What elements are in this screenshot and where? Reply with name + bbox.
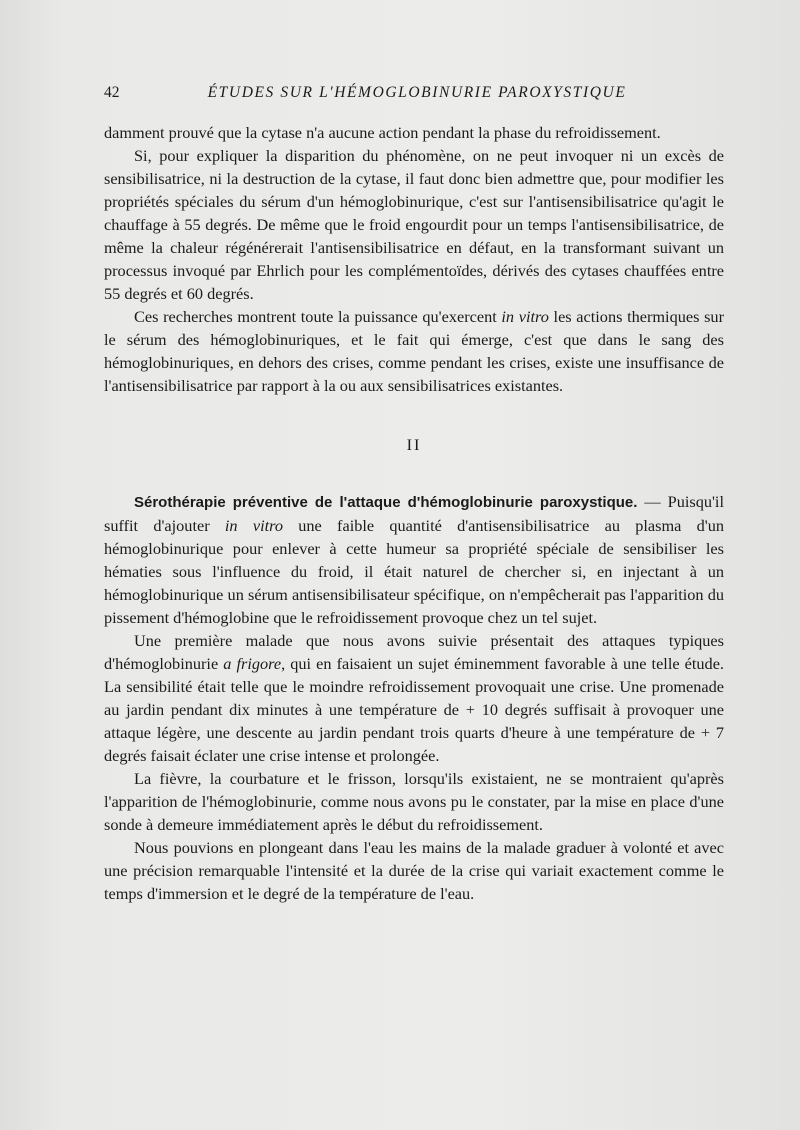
paragraph: La fièvre, la courbature et le frisson, lorsqu'ils existaient, ne se montraient qu'après l'apparition de l'hémoglobinurie, comme nous avons pu le constater, par la mise en place d'une sonde à demeure immédiatement après le début du refroidissement. <box>104 769 724 834</box>
paragraph-text: Une première malade que nous avons suivie présentait des attaques typiques d'hémoglobinurie <box>104 631 724 673</box>
running-title: ÉTUDES SUR L'HÉMOGLOBINURIE PAROXYSTIQUE <box>207 84 627 101</box>
paragraph-text: — Puisqu'il suffit d'ajouter <box>104 492 724 535</box>
paragraph: Nous pouvions en plongeant dans l'eau les mains de la malade graduer à volonté et avec une précision remarquable l'intensité et la durée de la crise qui variait exactement comme le temps d'immersion et le degré de la température de l'eau. <box>104 838 724 903</box>
paragraph <box>104 144 724 305</box>
paragraph-text: les actions thermiques sur le sérum des hémoglobinuriques, et le fait qui émerge, c'est que dans le sang des hémoglobinuriques, en dehors des crises, comme pendant les crises, existe une insuffisance de l'antisensibilisatrice par rapport à la ou aux sensibilisatrices existantes. <box>104 307 724 395</box>
italic-term: in vitro <box>501 307 549 326</box>
italic-term: in vitro <box>224 516 283 535</box>
paragraph-text: damment prouvé que la cytase n'a aucune action pendant la phase du refroidissement. <box>104 123 661 142</box>
paragraph-text: , qui en faisaient un sujet éminemment favorable à une telle étude. La sensibilité était telle que le moindre refroidissement provoquait une crise. Une promenade au jardin pendant dix minutes à une température de + 10 degrés suffisait à provoquer une attaque légère, une descente au jardin pendant trois quarts d'heure à une température de + 7 degrés faisait éclater une crise intense et prolongée. <box>104 654 724 765</box>
section-number: II <box>406 435 422 454</box>
page-body <box>104 121 724 905</box>
paragraph-text: Si, pour expliquer la disparition du phénomène, on ne peut invoquer ni un excès de sensibilisatrice, ni la destruction de la cytase, il faut donc bien admettre que, pour modifier les propriétés spéciales du sérum d'un hémoglobinurique, c'est sur l'antisensibilisatrice qu'agit le chauffage à 55 degrés. De même que le froid engourdit pour un temps l'antisensibilisatrice, de même la chaleur régénérerait l'antisensibilisatrice en défaut, en la transformant suivant un processus invoqué par Ehrlich pour les complémentoïdes, dérivés des cytases chauffées entre 55 degrés et 60 degrés. <box>104 146 724 303</box>
paragraph-text: Ces recherches montrent toute la puissance qu'exercent <box>134 307 502 326</box>
section-lead-heading: Sérothérapie préventive de l'attaque d'hémoglobinurie paroxystique. <box>134 494 638 511</box>
italic-term: a frigore <box>223 654 282 673</box>
paragraph <box>104 121 724 144</box>
paragraph <box>104 305 724 397</box>
paragraph <box>104 629 724 767</box>
page-number: 42 <box>104 84 120 101</box>
paragraph-text: une faible quantité d'antisensibilisatrice au plasma d'un hémoglobinurique pour enlever à cette humeur sa propriété spéciale de sensibiliser les hématies sous l'influence du froid, il était naturel de chercher si, en injectant à un hémoglobinurique un sérum antisensibilisateur spécifique, on n'empêcherait pas l'apparition du pissement d'hémoglobine que le refroidissement provoque chez un tel sujet. <box>104 516 725 627</box>
paragraph <box>104 490 724 629</box>
